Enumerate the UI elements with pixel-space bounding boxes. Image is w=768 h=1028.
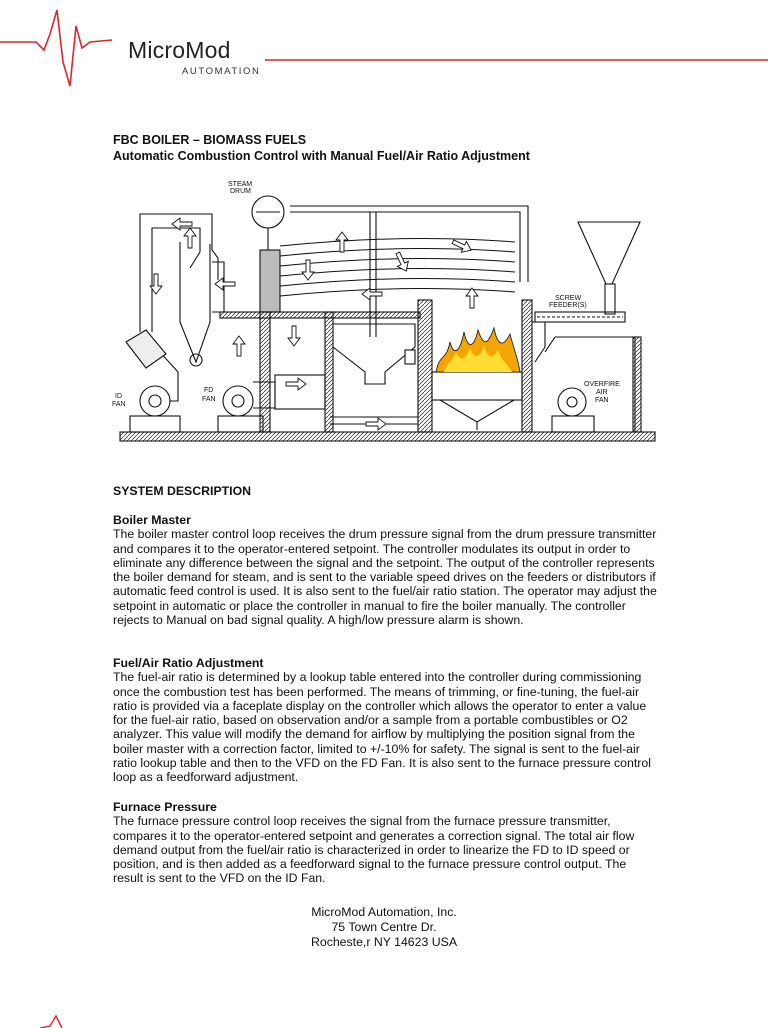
grate-hopper [440,400,514,422]
overfire-air-fan [558,388,586,416]
section-title: Boiler Master [113,513,191,527]
fuel-air-ratio-section [113,656,658,785]
system-description-heading [113,484,658,498]
label-drum: DRUM [230,188,251,195]
section-heading: SYSTEM DESCRIPTION [113,484,252,498]
section-body: The furnace pressure control loop receives the signal from the furnace pressure transmitter, compares it to the operator-entered setpoint and generates a correction signal. The total air flow demand output from the fuel/air ratio is characterized in order to linearize the FD to ID speed or position, and is then added as a feedforward signal to the furnace pressure control output. The result is sent to the VFD on the ID Fan. [113,814,635,886]
label-screw: SCREW [555,295,582,302]
superheater [260,250,280,312]
furnace-flames [436,328,520,372]
label-fd-fan: FAN [202,396,216,403]
ground-slab [120,432,655,441]
section-body: The boiler master control loop receives the drum pressure signal from the drum pressure transmitter and compares it to the operator-entered setpoint. The controller modulates its output in order to eliminate any difference between the signal and the setpoint. The output of the controller represents the boiler demand for steam, and is sent to the variable speed drives on the feeders or distributors if automatic feed control is used. It is also sent to the fuel/air ratio station. The operator may adjust the setpoint in automatic or place the controller in manual to fire the boiler manually. The controller rejects to Manual on bad signal quality. A high/low pressure alarm is shown. [113,527,657,628]
boiler-master-section [113,513,658,627]
footer-pulse-mark [0,1008,768,1028]
page-header [0,0,768,90]
brand-subtitle: AUTOMATION [182,66,261,77]
label-steam: STEAM [228,181,253,188]
ash-hopper [333,324,415,384]
furnace-pressure-section [113,800,658,886]
label-overfire: OVERFIRE [584,381,620,388]
city-state-zip: Rocheste,r NY 14623 USA [310,935,458,949]
street-address: 75 Town Centre Dr. [331,920,437,934]
id-fan [140,386,170,416]
document-title: FBC BOILER – BIOMASS FUELS [113,133,307,147]
company-name: MicroMod Automation, Inc. [311,905,457,919]
pulse-line [0,10,112,86]
fd-fan [223,386,253,416]
label-id: ID [115,393,122,400]
label-fd: FD [204,387,214,394]
section-title: Fuel/Air Ratio Adjustment [113,656,264,670]
section-title: Furnace Pressure [113,800,217,814]
document-subtitle: Automatic Combustion Control with Manual Fuel/Air Ratio Adjustment [113,149,530,163]
section-body: The fuel-air ratio is determined by a lookup table entered into the controller during commissioning once the combustion test has been performed. The means of trimming, or fine-tuning, the fuel-air ratio is provided via a faceplate display on the controller which allows the operator to enter a value for the fuel-air ratio, based on observation and/or a sample from a portable combustibles or O2 analyzer. This value will modify the demand for airflow by multiplying the position signal from the boiler master with a correction factor, limited to +/-10% for safety. The signal is sent to the fuel-air ratio lookup table and then to the VFD on the FD Fan. It is also sent to the furnace pressure control loop as a feedforward adjustment. [113,670,651,785]
label-feeders: FEEDER(S) [549,302,587,309]
label-overfire-fan: FAN [595,397,609,404]
company-address [0,905,768,950]
brand-pulse-logo [0,0,768,90]
boiler-diagram [100,172,660,450]
label-id-fan: FAN [112,401,126,408]
brand-name: MicroMod [128,37,231,63]
fuel-hopper [578,222,640,284]
label-air: AIR [596,389,608,396]
